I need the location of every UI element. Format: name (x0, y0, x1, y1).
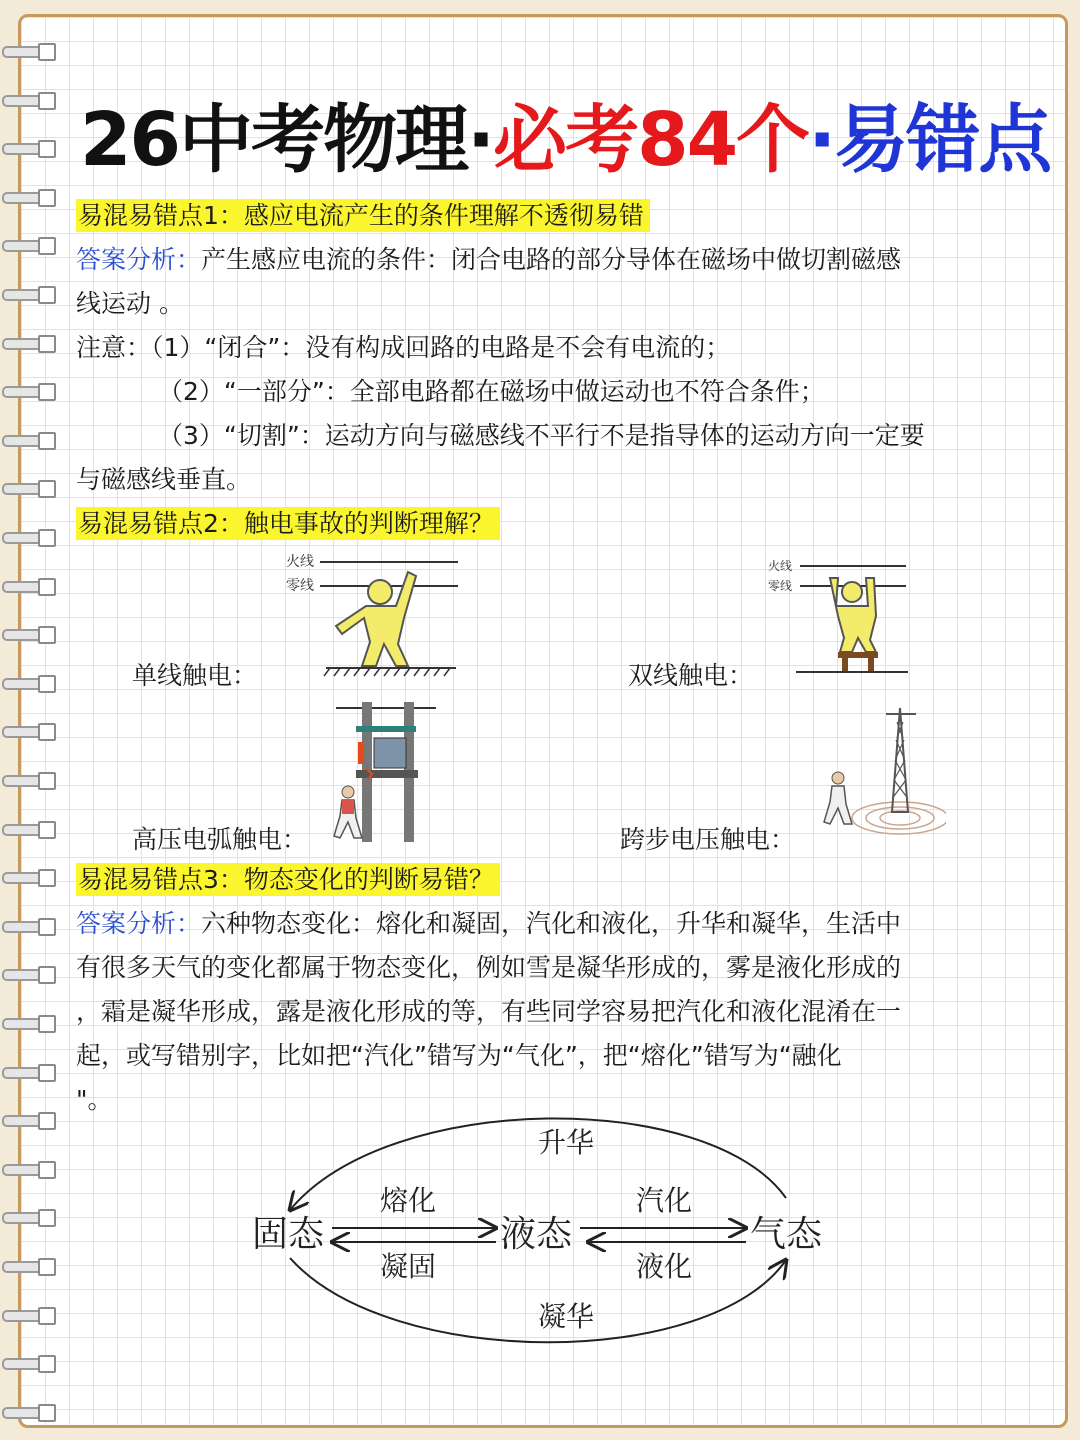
double-line-shock-figure (766, 556, 916, 678)
title-part-red: 必考84个 (493, 97, 809, 183)
spiral-ring (0, 1304, 58, 1326)
point3-answer-row (76, 902, 901, 946)
point1-heading: 易混易错点1：感应电流产生的条件理解不透彻易错 (76, 199, 650, 232)
point1-answer-text2: 线运动 。 (76, 289, 184, 318)
spiral-ring (0, 137, 58, 159)
point3-answer-label: 答案分析： (76, 909, 202, 938)
page-title (80, 92, 1051, 188)
point3-line1: 六种物态变化：熔化和凝固，汽化和液化，升华和凝华，生活中 (201, 909, 902, 938)
spiral-ring (0, 526, 58, 548)
spiral-ring (0, 963, 58, 985)
live-wire-label-2: 火线 (768, 559, 793, 573)
point1-note2: （2）“一部分”：全部电路都在磁场中做运动也不符合条件； (158, 377, 825, 406)
spiral-binding (0, 40, 62, 1400)
spiral-ring (0, 575, 58, 597)
spiral-ring (0, 672, 58, 694)
state-gas: 气态 (750, 1214, 823, 1255)
point3-heading: 易混易错点3：物态变化的判断易错？ (76, 863, 500, 896)
point1-note1: 注意：（1）“闭合”：没有构成回路的电路是不会有电流的； (76, 333, 731, 362)
title-part-blue: ·易错点 (808, 97, 1051, 183)
point3-line2: 有很多天气的变化都属于物态变化，例如雪是凝华形成的，雾是液化形成的 (76, 953, 902, 982)
label-freezing: 凝固 (380, 1250, 437, 1283)
point3-line3: ，霜是凝华形成，露是液化形成的等，有些同学容易把汽化和液化混淆在一 (76, 997, 902, 1026)
state-liquid: 液态 (500, 1214, 573, 1255)
neutral-wire-label-2: 零线 (768, 579, 793, 593)
spiral-ring (0, 332, 58, 354)
spiral-ring (0, 234, 58, 256)
spiral-ring (0, 429, 58, 451)
neutral-wire-label: 零线 (286, 578, 314, 594)
spiral-ring (0, 866, 58, 888)
spiral-ring (0, 818, 58, 840)
point1-heading-row (76, 194, 650, 238)
label-melting: 熔化 (380, 1184, 437, 1217)
point1-answer-row (76, 238, 901, 282)
point1-note3: （3）“切割”：运动方向与磁感线不平行不是指导体的运动方向一定要 (158, 421, 925, 450)
spiral-ring (0, 380, 58, 402)
state-change-diagram (240, 1110, 860, 1350)
single-line-shock-figure (280, 548, 470, 680)
spiral-ring (0, 89, 58, 111)
spiral-ring (0, 1109, 58, 1131)
spiral-ring (0, 477, 58, 499)
point1-answer-label: 答案分析： (76, 245, 202, 274)
step-voltage-figure (816, 700, 946, 846)
label-deposition: 凝华 (538, 1300, 595, 1333)
spiral-ring (0, 1255, 58, 1277)
point3-heading-row (76, 858, 500, 902)
double-line-shock-label: 双线触电： (628, 661, 754, 690)
step-voltage-shock-label: 跨步电压触电： (620, 825, 796, 854)
spiral-ring (0, 40, 58, 62)
single-line-shock-label: 单线触电： (132, 661, 258, 690)
title-part-black: 26中考物理· (80, 97, 494, 183)
spiral-ring (0, 915, 58, 937)
point1-answer-text: 产生感应电流的条件：闭合电路的部分导体在磁场中做切割磁感 (201, 245, 902, 274)
point2-heading-row (76, 502, 500, 546)
spiral-ring (0, 186, 58, 208)
arc-shock-label: 高压电弧触电： (132, 825, 308, 854)
spiral-ring (0, 1012, 58, 1034)
spiral-ring (0, 1206, 58, 1228)
spiral-ring (0, 769, 58, 791)
spiral-ring (0, 283, 58, 305)
label-vaporization: 汽化 (636, 1184, 693, 1217)
spiral-ring (0, 1352, 58, 1374)
point2-heading: 易混易错点2：触电事故的判断理解？ (76, 507, 500, 540)
spiral-ring (0, 720, 58, 742)
label-liquefaction: 液化 (636, 1250, 693, 1283)
label-sublimation: 升华 (538, 1126, 595, 1159)
live-wire-label: 火线 (286, 554, 314, 570)
spiral-ring (0, 1061, 58, 1083)
spiral-ring (0, 623, 58, 645)
point3-line4: 起，或写错别字，比如把“汽化”错写为“气化”，把“熔化”错写为“融化 (76, 1041, 842, 1070)
spiral-ring (0, 1401, 58, 1423)
point3-line5: "。 (76, 1085, 113, 1114)
state-solid: 固态 (252, 1214, 325, 1255)
spiral-ring (0, 1158, 58, 1180)
high-voltage-arc-figure (326, 696, 446, 842)
point1-note4: 与磁感线垂直。 (76, 465, 252, 494)
